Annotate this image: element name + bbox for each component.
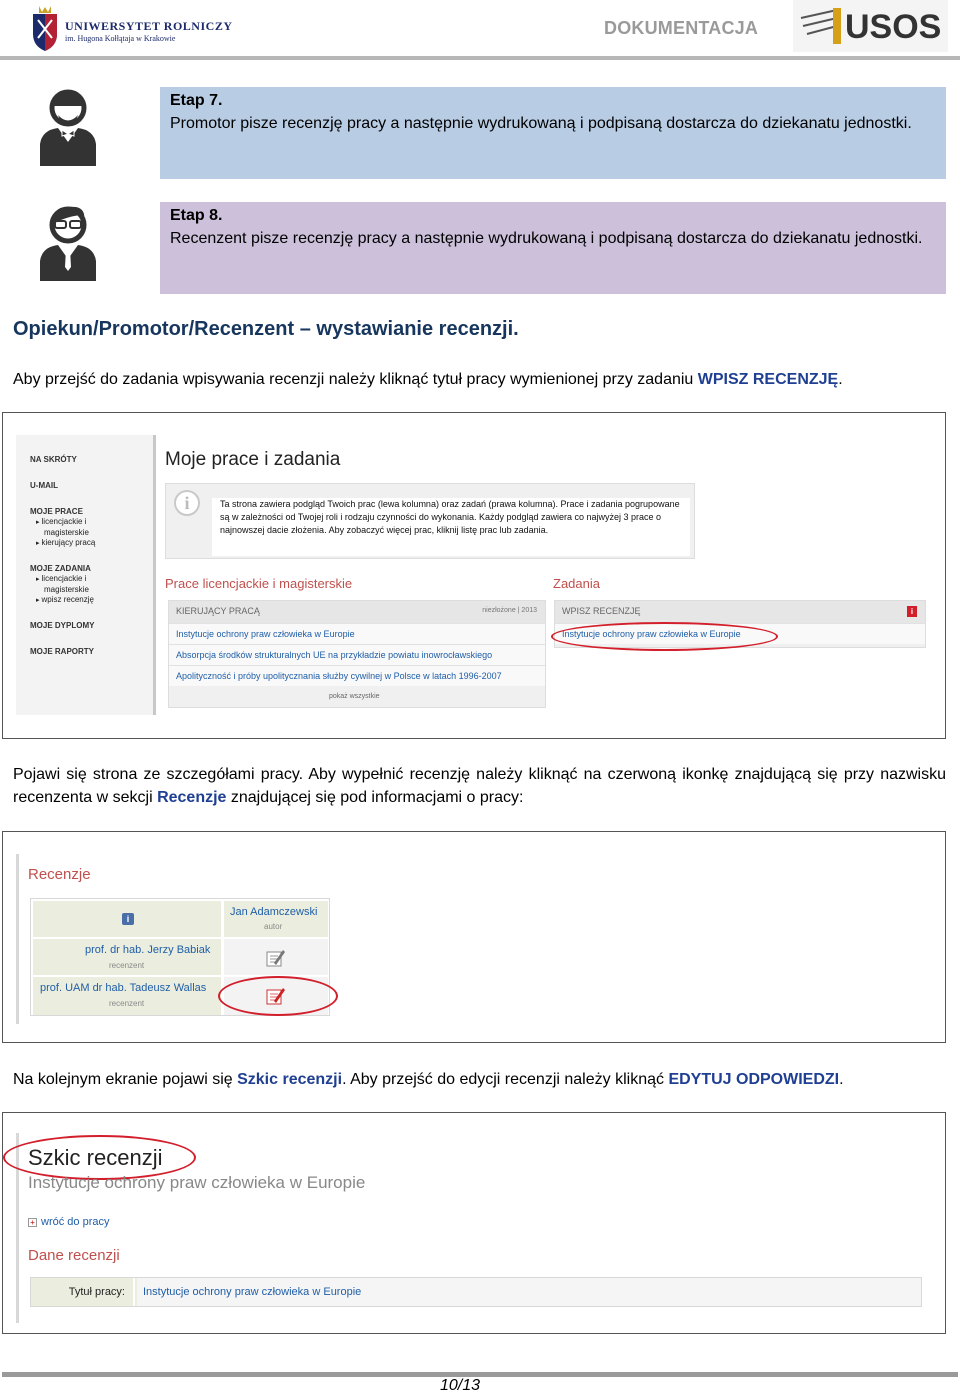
info-box <box>165 483 695 559</box>
thesis-row[interactable]: Apolityczność i próby upolitycznania służby cywilnej w Polsce w latach 1996-2007 <box>169 665 545 686</box>
screenshot-my-works <box>2 412 946 739</box>
svg-text:USOS: USOS <box>845 8 942 46</box>
para1-text: Aby przejść do zadania wpisywania recenzji należy kliknąć tytuł pracy wymienionej przy zadaniu <box>13 371 698 388</box>
info-icon: i <box>174 490 200 516</box>
info-cell <box>33 901 221 937</box>
instruction-paragraph-1 <box>13 368 946 391</box>
reviewer-role: recenzent <box>109 999 145 1008</box>
review-draft-subtitle: Instytucje ochrony praw człowieka w Europie <box>28 1173 366 1192</box>
reviewer-person-icon <box>36 201 100 283</box>
reviewer-name[interactable]: prof. dr hab. Jerzy Babiak <box>85 944 211 956</box>
stage-8-box <box>160 202 946 294</box>
reviewer-cell <box>33 939 221 975</box>
sidebar-edge <box>16 854 19 1024</box>
sidebar-item-my-tasks[interactable]: MOJE ZADANIA <box>30 564 91 573</box>
stage-7-box <box>160 87 946 179</box>
review-data-row <box>30 1277 922 1307</box>
university-logo <box>30 4 233 52</box>
university-shield-icon <box>30 4 60 52</box>
reviews-section-title: Recenzje <box>28 866 91 883</box>
tasks-column-title[interactable]: Zadania <box>553 576 600 591</box>
stage-8-text: Recenzent pisze recenzję pracy a następnie wydrukowaną i podpisaną dostarcza do dziekanatu jednostki. <box>170 230 923 247</box>
theses-list-header: KIERUJĄCY PRACĄ niezłożone | 2013 <box>169 601 545 623</box>
sidebar-subitem-supervising[interactable]: ▸ kierujący pracą <box>36 538 96 547</box>
sidebar-item-my-works[interactable]: MOJE PRACE <box>30 507 83 516</box>
page-title: Moje prace i zadania <box>165 449 341 470</box>
tasks-list-header: WPISZ RECENZJĘ i <box>555 601 925 623</box>
triangle-right-icon: ▸ <box>36 597 40 604</box>
header-divider <box>0 56 960 60</box>
sidebar-subitem-theses[interactable]: ▸ licencjackie i magisterskie <box>36 517 89 537</box>
triangle-right-icon: ▸ <box>36 519 40 526</box>
highlight-ellipse <box>218 976 338 1016</box>
para1-end: . <box>838 371 843 388</box>
review-draft-title: Szkic recenzji <box>28 1145 163 1170</box>
stage-7-text: Promotor pisze recenzję pracy a następnie wydrukowaną i podpisaną dostarcza do dziekanatu jednostki. <box>170 115 912 132</box>
review-data-section-title: Dane recenzji <box>28 1247 120 1264</box>
triangle-right-icon: ▸ <box>36 576 40 583</box>
university-subtitle: im. Hugona Kołłątaja w Krakowie <box>65 34 176 43</box>
task-row[interactable]: Instytucje ochrony praw człowieka w Europie <box>555 623 925 644</box>
theses-column-title[interactable]: Prace licencjackie i magisterskie <box>165 576 353 591</box>
instruction-paragraph-2 <box>13 763 946 809</box>
sidebar-item-umail[interactable]: U-MAIL <box>30 481 58 490</box>
screenshot-review-draft <box>2 1112 946 1334</box>
documentation-label: DOKUMENTACJA <box>604 18 759 38</box>
info-icon[interactable]: i <box>122 913 134 925</box>
sidebar-subitem-write-review[interactable]: ▸ wpisz recenzję <box>36 595 94 604</box>
thesis-row[interactable]: Absorpcja środków strukturalnych UE na przykładzie powiatu inowrocławskiego <box>169 644 545 665</box>
edit-review-grey-icon[interactable] <box>264 947 286 969</box>
stage-8-title: Etap 8. <box>170 207 223 224</box>
author-cell <box>224 901 328 937</box>
para2-text1: Pojawi się strona ze szczegółami pracy. Aby wypełnić recenzję należy kliknąć na czerwoną ikonkę znajdującą się przy nazwisku recenzenta w sekcji <box>13 766 946 806</box>
para3-highlight2: EDYTUJ ODPOWIEDZI <box>668 1071 840 1088</box>
screenshot-reviews <box>2 831 946 1043</box>
section-title: Opiekun/Promotor/Recenzent – wystawianie recenzji. <box>13 318 519 340</box>
para2-highlight: Recenzje <box>157 789 227 806</box>
reviewer-role: recenzent <box>109 961 145 970</box>
triangle-right-icon: ▸ <box>36 540 40 547</box>
para3-text2: . Aby przejść do edycji recenzji należy kliknąć <box>342 1071 669 1088</box>
page-number: 10/13 <box>440 1377 481 1394</box>
info-text: Ta strona zawiera podgląd Twoich prac (lewa kolumna) oraz zadań (prawa kolumna). Prace i zadania pogrupowane są w zależności od Twojej roli i rodzaju czynności do wykonania. Każdy podgląd zawiera co najwyżej 3 prace o najnowszej dacie złożenia. Aby zobaczyć więcej prac, kliknij listę prac lub zadania. <box>212 498 690 556</box>
reviewer-cell <box>33 977 221 1015</box>
red-info-icon[interactable]: i <box>907 606 917 617</box>
para3-text3: . <box>839 1071 844 1088</box>
sidebar-item-shortcuts[interactable]: NA SKRÓTY <box>30 455 77 464</box>
theses-list <box>168 600 546 708</box>
sidebar-subitem-task-theses[interactable]: ▸ licencjackie i magisterskie <box>36 574 89 594</box>
review-action-cell <box>224 939 328 975</box>
thesis-title-label: Tytuł pracy: <box>31 1278 135 1306</box>
instruction-paragraph-3 <box>13 1068 946 1091</box>
stage-7-title: Etap 7. <box>170 92 223 109</box>
theses-list-meta: niezłożone | 2013 <box>482 607 537 614</box>
para3-text1: Na kolejnym ekranie pojawi się <box>13 1071 238 1088</box>
show-all-link[interactable]: pokaż wszystkie <box>329 693 380 700</box>
sidebar-item-my-reports[interactable]: MOJE RAPORTY <box>30 647 95 656</box>
back-to-thesis-link[interactable]: + wróć do pracy <box>28 1216 109 1228</box>
page-header <box>0 0 960 60</box>
thesis-title-value[interactable]: Instytucje ochrony praw człowieka w Europie <box>137 1278 921 1306</box>
author-name[interactable]: Jan Adamczewski <box>230 906 318 918</box>
reviewer-name[interactable]: prof. UAM dr hab. Tadeusz Wallas <box>40 982 207 994</box>
thesis-row[interactable]: Instytucje ochrony praw człowieka w Europie <box>169 623 545 644</box>
para1-highlight: WPISZ RECENZJĘ <box>697 371 839 388</box>
author-role: autor <box>264 922 283 931</box>
para3-highlight1: Szkic recenzji <box>237 1071 343 1088</box>
highlight-ellipse <box>551 622 778 651</box>
para2-text2: znajdującej się pod informacjami o pracy: <box>226 789 524 806</box>
sidebar <box>16 435 156 715</box>
plus-icon: + <box>28 1218 37 1227</box>
sidebar-item-my-diplomas[interactable]: MOJE DYPLOMY <box>30 621 95 630</box>
university-name: UNIWERSYTET ROLNICZY <box>65 19 233 33</box>
usos-logo <box>793 0 948 52</box>
promoter-person-icon <box>36 86 100 168</box>
